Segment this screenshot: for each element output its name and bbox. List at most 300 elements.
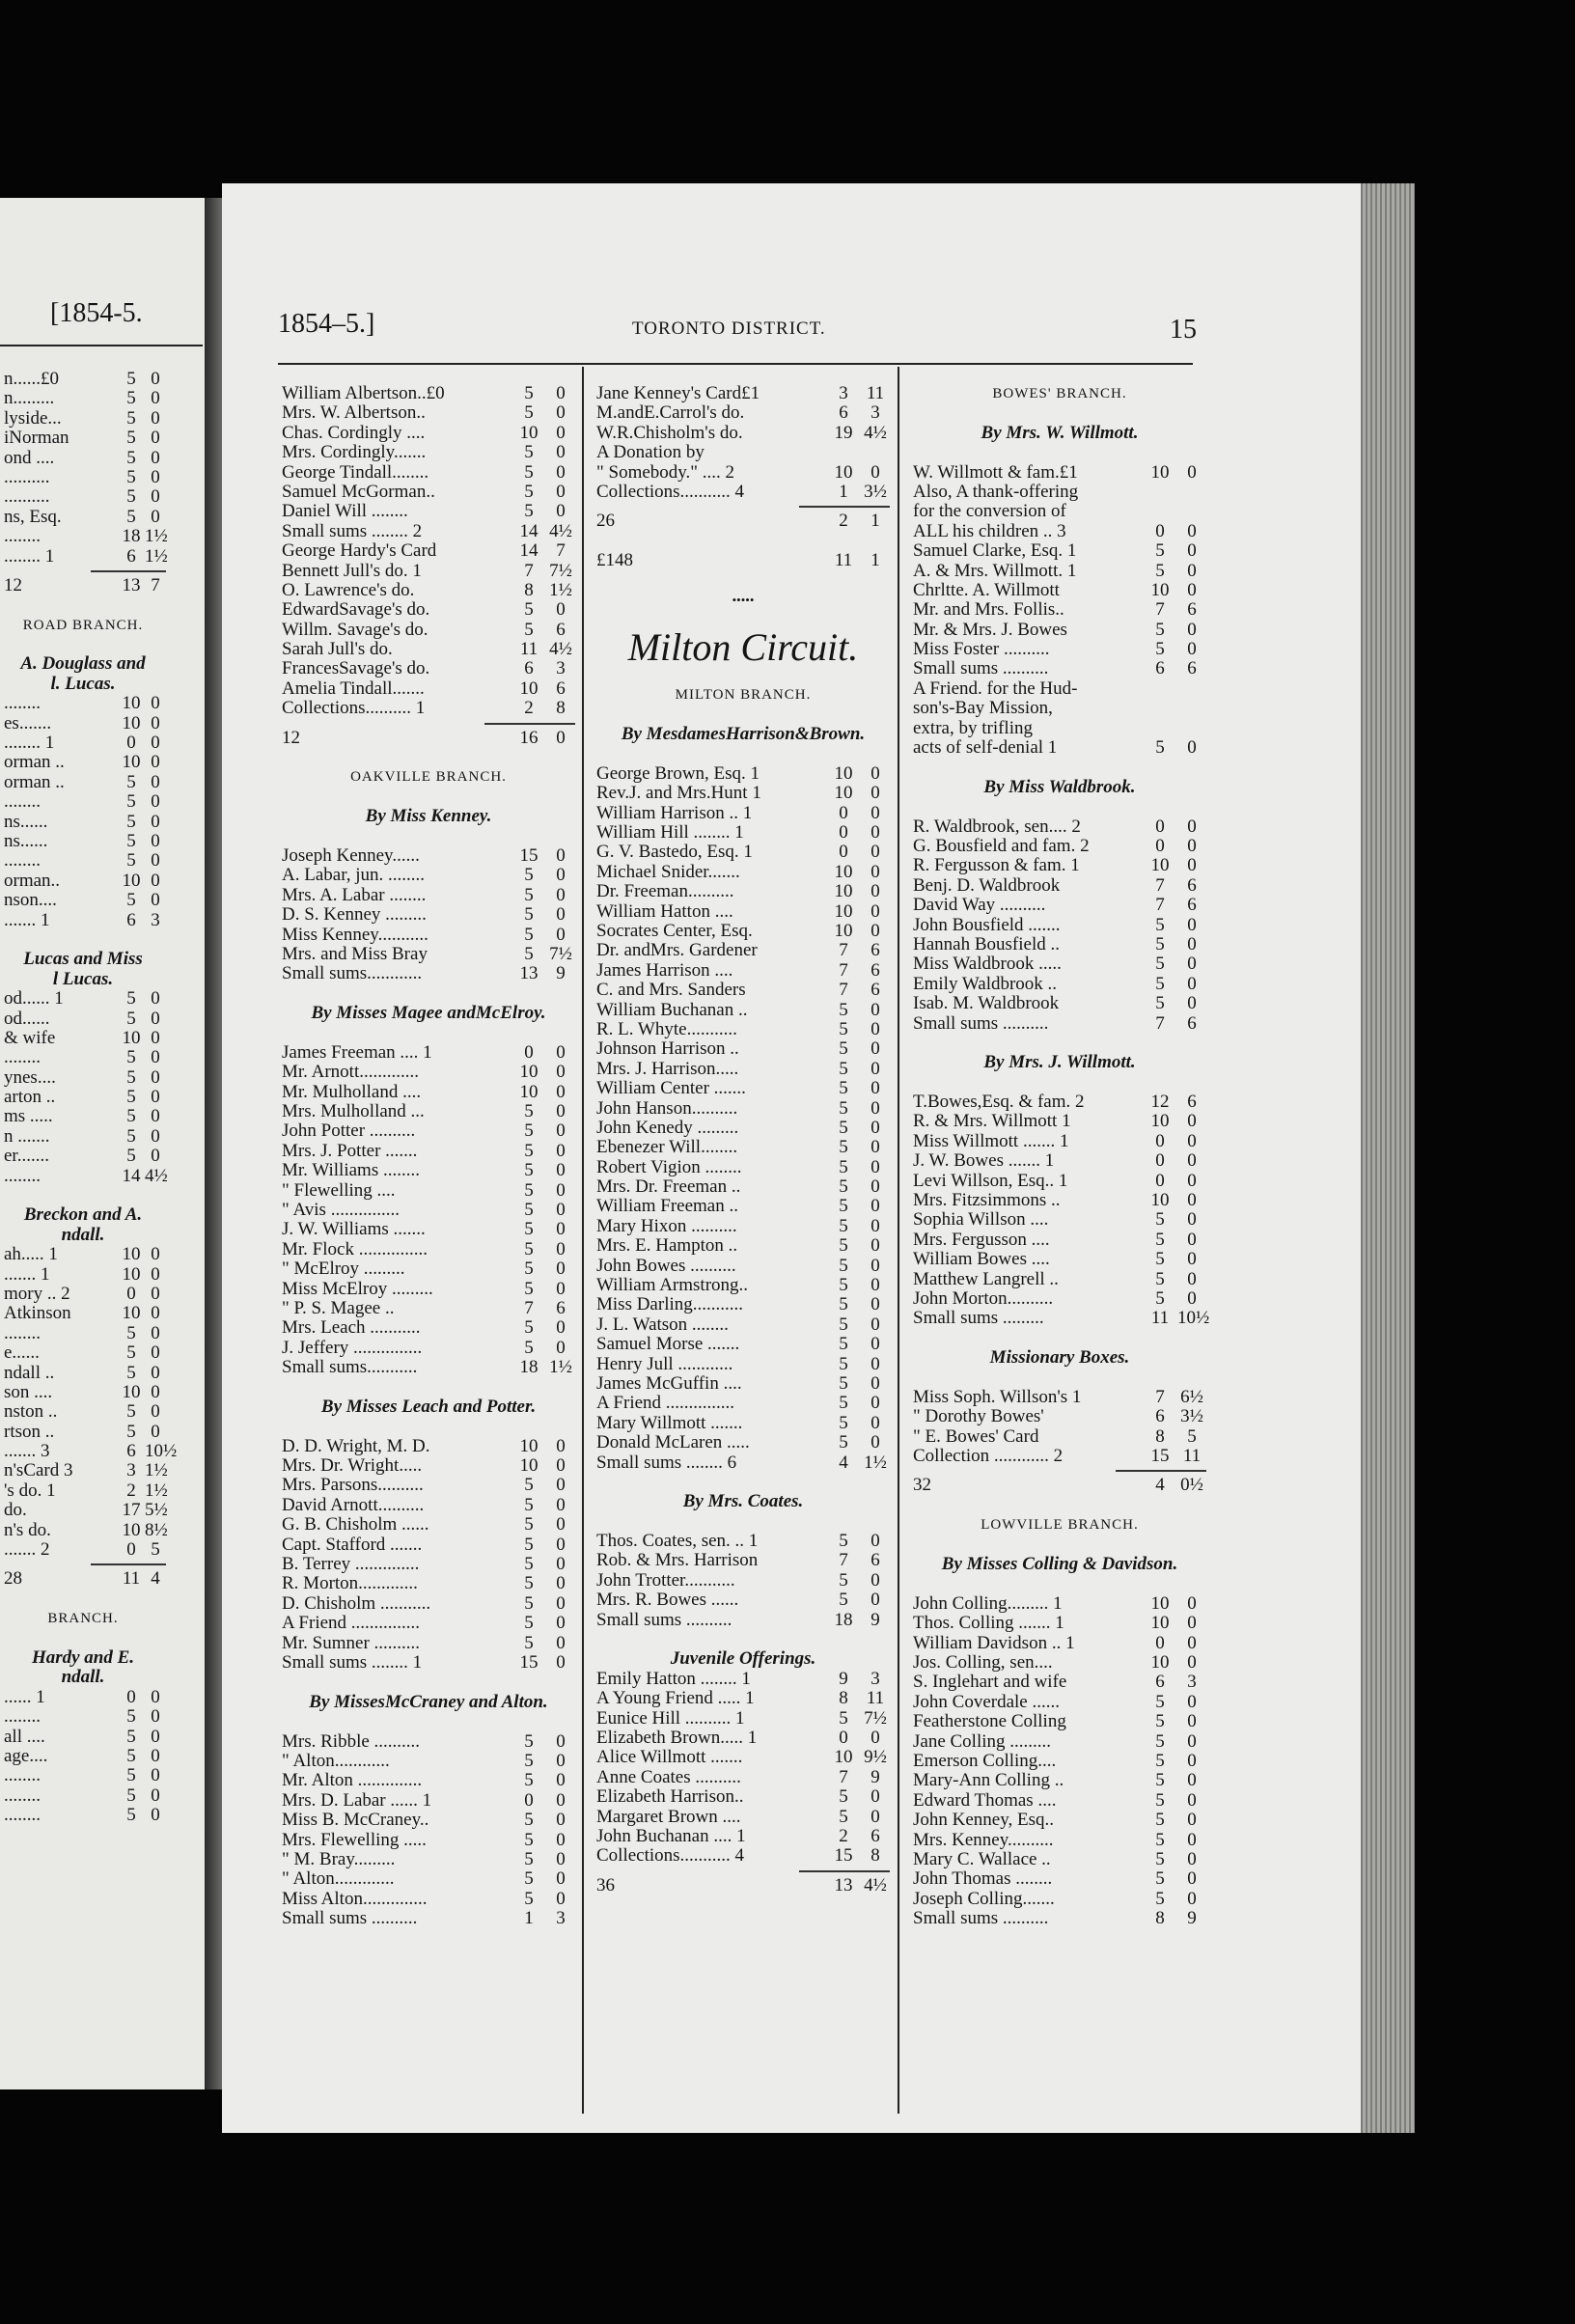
entry-shillings: 5 xyxy=(524,1238,534,1259)
entry-name: Atkinson xyxy=(4,1304,71,1324)
entry-name: G. Bousfield and fam. 2 xyxy=(913,836,1090,856)
spacer xyxy=(282,1024,575,1043)
entry-row xyxy=(596,443,890,462)
entry-pence: 0 xyxy=(556,1848,566,1869)
entry-shillings: 5 xyxy=(126,486,136,508)
entry-pence: 0 xyxy=(1187,1130,1197,1151)
entry-pence: 0 xyxy=(1187,579,1197,600)
entry-shillings: 5 xyxy=(524,599,534,621)
entry-shillings: 5 xyxy=(839,1176,848,1198)
entry-shillings: 10 xyxy=(1150,579,1170,600)
entry-pence: 0 xyxy=(870,1196,880,1217)
entry-row xyxy=(0,527,166,546)
entry-row xyxy=(0,1029,166,1048)
collector-heading: By Misses Leach and Potter. xyxy=(320,1396,537,1417)
entry-shillings: 7 xyxy=(839,980,848,1001)
entry-name: David Arnott.......... xyxy=(282,1495,425,1515)
entry-name: B. Terrey .............. xyxy=(282,1555,420,1575)
entry-name: J. Jeffery ............... xyxy=(282,1338,423,1358)
entry-name: Also, A thank-offering xyxy=(913,482,1079,502)
entry-pence: 0 xyxy=(870,1432,880,1453)
entry-name: John Bousfield ....... xyxy=(913,915,1061,935)
entry-name: Joseph Kenney...... xyxy=(282,845,420,866)
entry-pence: 0 xyxy=(151,1805,160,1826)
entry-row xyxy=(596,1532,890,1551)
entry-row xyxy=(282,600,575,620)
entry-name: John Kenney, Esq.. xyxy=(913,1811,1054,1831)
entry-name: ond .... xyxy=(4,448,55,468)
entry-row xyxy=(282,1299,575,1318)
spacer xyxy=(0,1629,166,1648)
entry-row xyxy=(282,945,575,964)
entry-shillings: 17 xyxy=(122,1500,141,1521)
entry-row xyxy=(913,1732,1206,1752)
entry-row xyxy=(0,1806,166,1825)
entry-pence: 0 xyxy=(556,1592,566,1614)
entry-shillings: 10 xyxy=(122,870,141,891)
entry-row xyxy=(596,1787,890,1807)
entry-shillings: 10 xyxy=(834,762,853,784)
entry-row xyxy=(913,1791,1206,1811)
entry-pence: 6 xyxy=(1187,895,1197,916)
entry-row xyxy=(282,463,575,483)
spacer xyxy=(0,1590,166,1609)
branch-heading: BRANCH. xyxy=(47,1611,119,1627)
entry-name: Small sums ......... xyxy=(913,1309,1044,1329)
entry-pence: 0 xyxy=(151,1401,160,1423)
entry-pence: 8½ xyxy=(145,1519,168,1540)
entry-pence: 0 xyxy=(151,1342,160,1364)
entry-row xyxy=(596,1060,890,1079)
entry-name: R. Morton............. xyxy=(282,1574,418,1594)
entry-row xyxy=(913,1093,1206,1112)
entry-pence: 0 xyxy=(151,1745,160,1766)
entry-row xyxy=(282,1240,575,1259)
entry-name: Willm. Savage's do. xyxy=(282,620,428,640)
entry-pence: 0 xyxy=(870,1038,880,1060)
entry-shillings: 5 xyxy=(524,1179,534,1201)
entry-pence: 6 xyxy=(1187,874,1197,896)
entry-row xyxy=(596,1276,890,1295)
entry-row xyxy=(913,1308,1210,1329)
entry-row xyxy=(0,1747,166,1766)
entry-name: Collection ............ 2 xyxy=(913,1447,1064,1467)
entry-shillings: 5 xyxy=(839,1038,848,1060)
entry-pence: 0 xyxy=(556,1238,566,1259)
entry-shillings: 5 xyxy=(524,1632,534,1653)
entry-row xyxy=(0,1010,166,1029)
entry-shillings: 5 xyxy=(839,1078,848,1099)
entry-shillings: 5 xyxy=(524,619,534,640)
entry-row xyxy=(0,1501,166,1520)
entry-name: es....... xyxy=(4,713,52,733)
entry-shillings: 5 xyxy=(1155,914,1165,935)
entry-name: Collections.......... 1 xyxy=(282,699,426,719)
entry-pence: 0 xyxy=(1187,993,1197,1014)
entry-name: Benj. D. Waldbrook xyxy=(913,875,1061,896)
entry-shillings: 5 xyxy=(839,1156,848,1177)
entry-pence: 0 xyxy=(1187,1770,1197,1791)
entry-row xyxy=(0,1402,166,1422)
entry-shillings: 5 xyxy=(126,369,136,389)
entry-row xyxy=(913,1289,1206,1309)
entry-name: 28 xyxy=(4,1569,22,1590)
entry-shillings: 5 xyxy=(126,1066,136,1088)
entry-pence: 6½ xyxy=(1180,1386,1203,1407)
entry-row xyxy=(596,1670,890,1689)
entry-pence: 0 xyxy=(1187,1810,1197,1831)
spacer xyxy=(282,1378,575,1397)
entry-row xyxy=(282,1869,575,1889)
entry-shillings: 5 xyxy=(524,1613,534,1634)
entry-pence: 4½ xyxy=(145,1165,168,1186)
entry-shillings: 5 xyxy=(126,1765,136,1786)
entry-pence: 11 xyxy=(1182,1446,1202,1467)
entry-name: A. Labar, jun. ........ xyxy=(282,866,426,886)
entry-name: ........ xyxy=(4,1806,41,1826)
entry-row xyxy=(596,1119,890,1138)
entry-row xyxy=(282,502,575,521)
entry-shillings: 8 xyxy=(524,579,534,600)
entry-shillings: 5 xyxy=(126,1008,136,1029)
entry-shillings: 8 xyxy=(1155,1908,1165,1929)
entry-shillings: 6 xyxy=(126,1441,136,1462)
entry-shillings: 18 xyxy=(519,1357,539,1378)
entry-pence: 0 xyxy=(870,1531,880,1552)
entry-pence: 0 xyxy=(556,924,566,945)
entry-name: James Freeman .... 1 xyxy=(282,1042,432,1063)
entry-row xyxy=(913,1869,1206,1889)
entry-shillings: 2 xyxy=(839,511,848,532)
entry-pence: 0 xyxy=(556,1140,566,1161)
entry-shillings: 5 xyxy=(126,1745,136,1766)
entry-name: Collections........... 4 xyxy=(596,482,745,502)
entry-name: Dr. Freeman.......... xyxy=(596,882,734,902)
entry-name: " Dorothy Bowes' xyxy=(913,1407,1044,1427)
entry-name: er....... xyxy=(4,1147,49,1167)
entry-pence: 0 xyxy=(556,1829,566,1850)
entry-name: David Way .......... xyxy=(913,896,1046,916)
entry-shillings: 7 xyxy=(1155,599,1165,621)
entry-name: acts of self-denial 1 xyxy=(913,738,1058,759)
entry-row xyxy=(0,1048,166,1067)
entry-shillings: 4 xyxy=(1155,1475,1165,1496)
entry-name: Mrs. Leach ........... xyxy=(282,1318,421,1339)
spacer xyxy=(596,571,890,591)
entry-name: all .... xyxy=(4,1727,45,1747)
entry-pence: 0 xyxy=(870,1058,880,1079)
entry-shillings xyxy=(1143,483,1177,502)
entry-name: Miss Soph. Willson's 1 xyxy=(913,1387,1082,1407)
entry-pence: 10½ xyxy=(145,1441,178,1462)
entry-pence: 3 xyxy=(870,402,880,424)
entry-pence: 0 xyxy=(1187,914,1197,935)
entry-shillings: 11 xyxy=(122,1568,141,1590)
entry-shillings: 10 xyxy=(1150,1111,1170,1132)
entry-name: .......... xyxy=(4,467,50,487)
entry-name: Mrs. J. Harrison..... xyxy=(596,1059,739,1079)
entry-row xyxy=(0,508,166,527)
entry-name: son .... xyxy=(4,1382,53,1402)
entry-name: Mrs. Fergusson .... xyxy=(913,1230,1050,1250)
entry-pence: 0 xyxy=(870,1235,880,1257)
entry-row xyxy=(913,659,1206,678)
entry-shillings: 0 xyxy=(126,1539,136,1561)
spacer xyxy=(596,744,890,763)
entry-row xyxy=(913,1447,1206,1466)
collector-heading: ndall. xyxy=(61,1667,105,1688)
entry-shillings: 5 xyxy=(126,890,136,911)
entry-row xyxy=(596,784,890,803)
entry-row xyxy=(282,541,575,561)
entry-row xyxy=(282,1574,575,1593)
entry-row xyxy=(596,1689,890,1708)
entry-row xyxy=(913,817,1206,837)
entry-row xyxy=(0,1245,166,1264)
entry-pence: 0 xyxy=(556,383,566,403)
entry-row xyxy=(596,981,890,1000)
entry-shillings: 10 xyxy=(1150,1592,1170,1614)
entry-name: Eunice Hill .......... 1 xyxy=(596,1708,745,1729)
entry-pence: 0 xyxy=(1187,1652,1197,1673)
entry-shillings: 5 xyxy=(839,1334,848,1355)
entry-pence: 0 xyxy=(556,1868,566,1890)
entry-name: son's-Bay Mission, xyxy=(913,699,1053,719)
entry-row xyxy=(596,1709,890,1729)
entry-pence: 0 xyxy=(151,733,160,754)
entry-row xyxy=(0,872,166,891)
entry-pence: 0 xyxy=(1187,1711,1197,1732)
entry-shillings: 5 xyxy=(126,1421,136,1442)
entry-pence: 0 xyxy=(556,1101,566,1122)
entry-shillings: 5 xyxy=(126,1322,136,1343)
entry-shillings: 5 xyxy=(524,383,534,403)
collector-heading: A. Douglass and xyxy=(20,653,146,675)
entry-name: FrancesSavage's do. xyxy=(282,659,430,679)
entry-row xyxy=(282,1555,575,1574)
entry-row xyxy=(596,1335,890,1354)
entry-pence: 6 xyxy=(556,1297,566,1318)
entry-pence: 3 xyxy=(151,909,160,930)
entry-row xyxy=(596,764,890,784)
entry-pence: 0 xyxy=(1187,855,1197,876)
total-rule xyxy=(282,719,575,729)
entry-shillings: 5 xyxy=(126,1726,136,1747)
entry-name: ........ 1 xyxy=(4,733,55,754)
entry-name: J. L. Watson ........ xyxy=(596,1314,729,1335)
entry-name: Robert Vigion ........ xyxy=(596,1157,742,1177)
entry-pence: 0 xyxy=(1187,520,1197,541)
left-page-header: [1854-5. xyxy=(50,298,143,328)
entry-row xyxy=(913,896,1206,915)
entry-row xyxy=(282,1280,575,1299)
entry-shillings: 5 xyxy=(524,442,534,463)
entry-shillings: 5 xyxy=(1155,1829,1165,1850)
spacer xyxy=(282,788,575,807)
entry-name: ........ 1 xyxy=(4,546,55,567)
total-rule-line xyxy=(91,1563,166,1565)
entry-shillings: 7 xyxy=(1155,1386,1165,1407)
entry-row xyxy=(282,1890,575,1909)
entry-row xyxy=(0,1728,166,1747)
entry-pence: 0 xyxy=(870,1786,880,1808)
entry-pence: 0 xyxy=(556,1810,566,1831)
entry-shillings: 5 xyxy=(524,461,534,483)
entry-name: ah..... 1 xyxy=(4,1245,58,1265)
entry-row xyxy=(596,1768,890,1787)
entry-pence: 0 xyxy=(151,752,160,773)
entry-pence: 0 xyxy=(1187,461,1197,483)
entry-pence: 0 xyxy=(151,693,160,714)
entry-name: lyside... xyxy=(4,408,62,429)
entry-name: William Armstrong.. xyxy=(596,1276,749,1296)
collector-heading: By Miss Waldbrook. xyxy=(983,776,1136,797)
entry-shillings xyxy=(1143,699,1177,718)
entry-row xyxy=(0,468,166,487)
entry-row xyxy=(913,1388,1206,1407)
entry-shillings: 10 xyxy=(122,1027,141,1048)
entry-name: Amelia Tindall....... xyxy=(282,678,425,699)
entry-row xyxy=(282,483,575,502)
entry-shillings: 5 xyxy=(1155,1789,1165,1811)
entry-row xyxy=(913,1653,1206,1673)
entry-pence: 7 xyxy=(151,574,160,595)
entry-shillings: 5 xyxy=(839,1196,848,1217)
entry-pence: 0 xyxy=(151,1362,160,1383)
entry-shillings: 5 xyxy=(524,1140,534,1161)
entry-pence: 0 xyxy=(870,1353,880,1374)
entry-pence: 0 xyxy=(870,1412,880,1433)
spacer xyxy=(913,1496,1206,1515)
entry-name: Mrs. Parsons.......... xyxy=(282,1476,424,1496)
entry-pence: 1½ xyxy=(145,1460,168,1481)
entry-name: Mary C. Wallace .. xyxy=(913,1849,1051,1869)
entry-shillings: 5 xyxy=(126,1087,136,1108)
entry-row xyxy=(282,1121,575,1141)
entry-row xyxy=(596,1039,890,1059)
entry-shillings: 5 xyxy=(839,1314,848,1335)
entry-pence: 0 xyxy=(1187,1190,1197,1211)
entry-pence: 0 xyxy=(870,1156,880,1177)
entry-shillings: 5 xyxy=(126,1125,136,1147)
entry-name: ........ xyxy=(4,1166,41,1186)
branch-heading: OAKVILLE BRANCH. xyxy=(350,769,507,786)
entry-shillings: 5 xyxy=(1155,1848,1165,1869)
entry-pence: 0 xyxy=(556,422,566,443)
entry-pence: 0 xyxy=(151,388,160,409)
entry-row xyxy=(913,463,1206,483)
entry-row xyxy=(596,551,890,570)
entry-pence: 11 xyxy=(866,1688,885,1709)
entry-name: Miss B. McCraney.. xyxy=(282,1811,429,1831)
entry-row xyxy=(282,1831,575,1850)
entry-pence: 1½ xyxy=(145,1480,168,1501)
entry-name: John Trotter........... xyxy=(596,1570,735,1591)
entry-name: n......£0 xyxy=(4,370,59,389)
entry-shillings: 10 xyxy=(122,693,141,714)
entry-shillings: 5 xyxy=(126,1362,136,1383)
entry-name: ns, Esq. xyxy=(4,507,62,527)
entry-row xyxy=(0,1088,166,1107)
entry-shillings: 10 xyxy=(1150,461,1170,483)
entry-row xyxy=(913,1850,1206,1869)
branch-heading: LOWVILLE BRANCH. xyxy=(981,1517,1139,1534)
entry-row xyxy=(596,1827,890,1846)
entry-row xyxy=(913,837,1206,856)
entry-pence: 0 xyxy=(151,1106,160,1127)
entry-pence: 7½ xyxy=(864,1707,887,1729)
entry-shillings: 5 xyxy=(839,1806,848,1827)
entry-row xyxy=(282,1476,575,1495)
entry-name: S. Inglehart and wife xyxy=(913,1673,1067,1693)
entry-shillings: 5 xyxy=(126,506,136,527)
entry-row xyxy=(0,576,166,595)
entry-row xyxy=(282,846,575,866)
entry-row xyxy=(596,1020,890,1039)
entry-pence: 0 xyxy=(151,1686,160,1707)
entry-pence: 0 xyxy=(1187,973,1197,994)
entry-name: R. L. Whyte........... xyxy=(596,1019,737,1039)
entry-pence: 9½ xyxy=(864,1747,887,1768)
entry-pence: 0 xyxy=(151,1008,160,1029)
entry-row xyxy=(0,1707,166,1727)
entry-shillings: 10 xyxy=(834,783,853,804)
entry-row xyxy=(913,522,1206,541)
entry-shillings: 5 xyxy=(524,1829,534,1850)
entry-name: do. xyxy=(4,1501,27,1521)
entry-shillings: 6 xyxy=(1155,658,1165,679)
entry-name: Elizabeth Harrison.. xyxy=(596,1787,744,1808)
spacer xyxy=(913,1329,1206,1348)
entry-row xyxy=(282,1318,575,1338)
entry-row xyxy=(0,1285,166,1304)
entry-row xyxy=(596,1295,890,1314)
entry-name: Collections........... 4 xyxy=(596,1846,745,1867)
entry-name: Small sums .......... xyxy=(913,1013,1049,1034)
entry-shillings: 5 xyxy=(524,943,534,964)
entry-row xyxy=(282,699,575,718)
collector-heading: Hardy and E. xyxy=(31,1647,135,1668)
entry-pence: 0 xyxy=(1187,1632,1197,1653)
entry-row xyxy=(0,989,166,1009)
entry-pence: 10½ xyxy=(1177,1308,1210,1329)
entry-row xyxy=(282,443,575,462)
entry-name: George Hardy's Card xyxy=(282,541,437,562)
entry-shillings: 2 xyxy=(839,1825,848,1846)
entry-row xyxy=(596,483,890,502)
spacer xyxy=(913,758,1206,777)
entry-pence: 0 xyxy=(1187,1209,1197,1231)
entry-pence: 0 xyxy=(870,1590,880,1611)
entry-row xyxy=(913,1270,1206,1289)
entry-name: £148 xyxy=(596,551,633,571)
entry-row xyxy=(0,813,166,832)
entry-pence: 0 xyxy=(870,461,880,483)
entry-pence: 5½ xyxy=(145,1500,168,1521)
entry-pence: 0 xyxy=(151,791,160,813)
entry-shillings: 0 xyxy=(126,733,136,754)
entry-row xyxy=(0,1688,166,1707)
entry-row xyxy=(596,1591,890,1610)
entry-pence: 0 xyxy=(870,1275,880,1296)
entry-row xyxy=(282,679,575,699)
entry-name: Levi Willson, Esq.. 1 xyxy=(913,1171,1068,1191)
entry-row xyxy=(0,487,166,507)
entry-row xyxy=(596,902,890,922)
entry-shillings xyxy=(1143,502,1177,521)
entry-name: Ebenezer Will........ xyxy=(596,1138,738,1158)
entry-row xyxy=(913,1752,1206,1771)
